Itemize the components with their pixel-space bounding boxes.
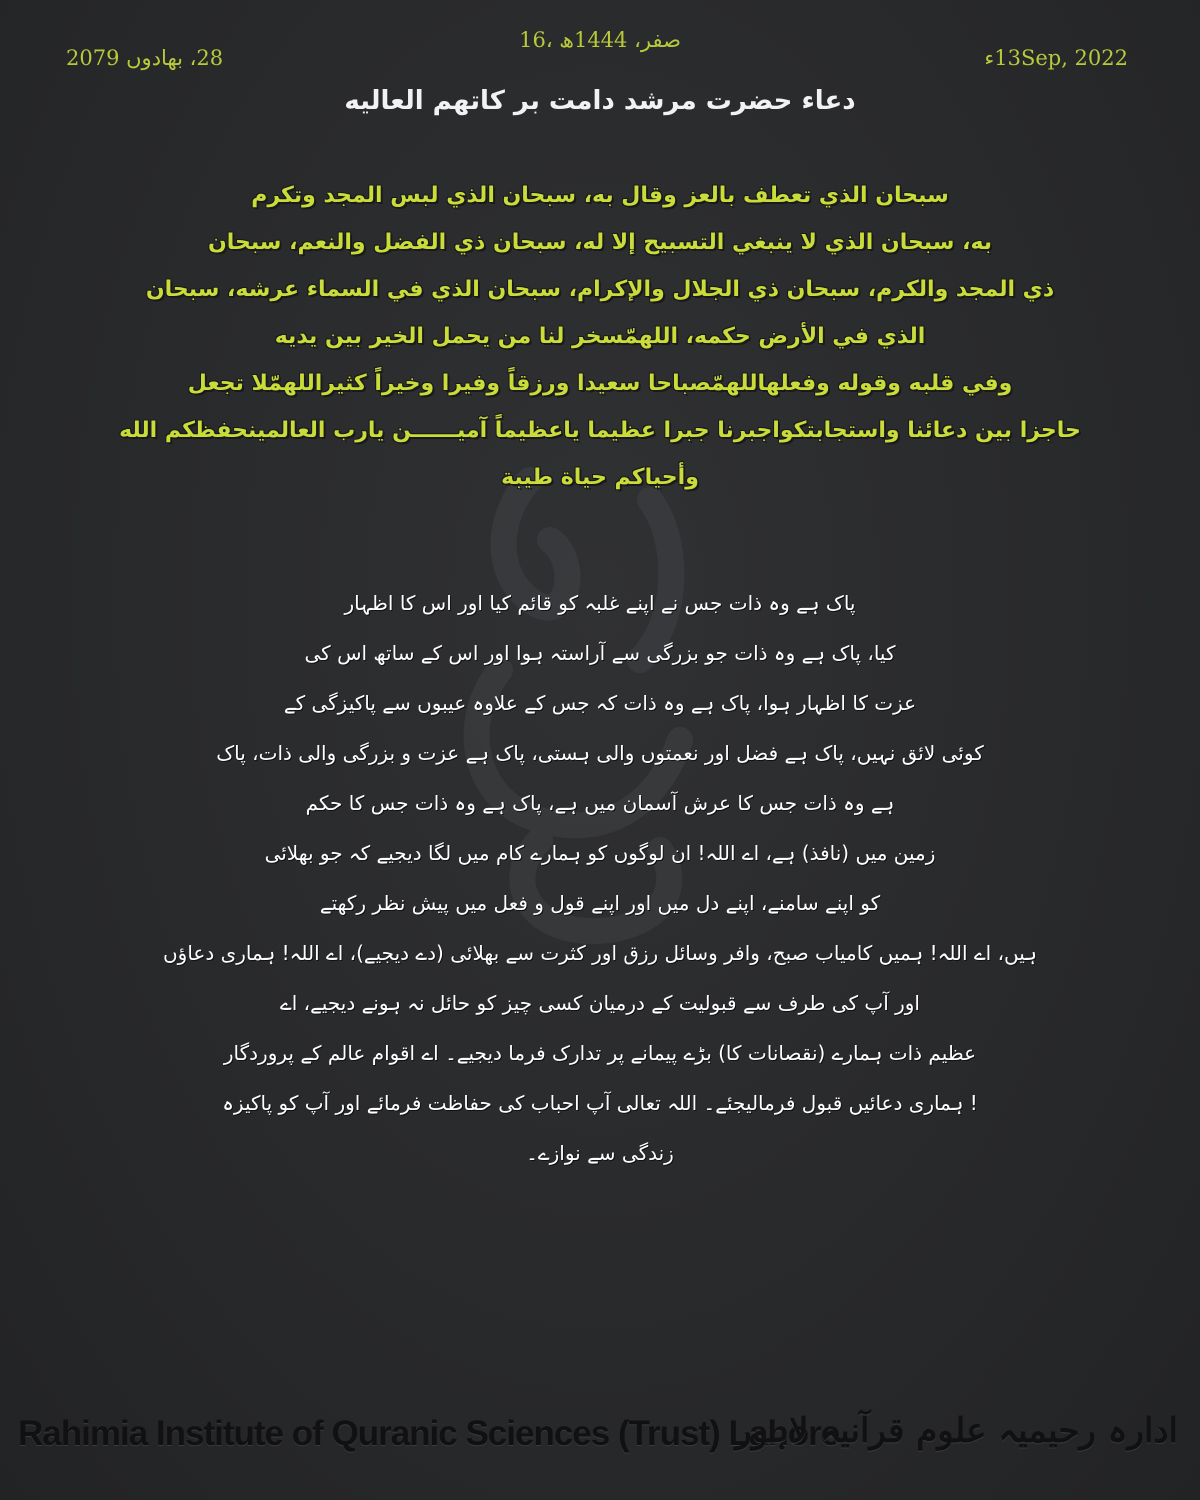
urdu-translation-line: عظیم ذات ہمارے (نقصانات کا) بڑے پیمانے پر تدارک فرما دیجیے۔ اے اقوام عالم کے پروردگار bbox=[223, 1041, 977, 1065]
arabic-dua-line: حاجزا بين دعائنا واستجابتكواجبرنا جبرا عظيما ياعظيماً آميــــــن يارب العالمينحفظكم الله bbox=[119, 418, 1081, 443]
arabic-dua-line: به، سبحان الذي لا ينبغي التسبيح إلا له، سبحان ذي الفضل والنعم، سبحان bbox=[207, 230, 993, 255]
institute-name-urdu-logo: ادارہ رحیمیہ علوم قرآنیہ لاہور bbox=[735, 1411, 1178, 1451]
arabic-dua-line: وأحياكم حياة طيبة bbox=[501, 465, 699, 490]
urdu-translation-line: زمین میں (نافذ) ہے، اے اللہ! ان لوگوں کو ہمارے کام میں لگا دیجیے کہ جو بھلائی bbox=[264, 841, 936, 865]
arabic-dua-text bbox=[90, 172, 1110, 501]
urdu-translation-line: ہے وہ ذات جس کا عرش آسمان میں ہے، پاک ہے وہ ذات جس کا حکم bbox=[305, 791, 895, 815]
institute-name-english: Rahimia Institute of Quranic Sciences (Trust) Lahore bbox=[18, 1414, 840, 1453]
urdu-translation-text bbox=[60, 578, 1140, 1178]
urdu-translation-line: عزت کا اظہار ہوا، پاک ہے وہ ذات کہ جس کے علاوہ عیبوں سے پاکیزگی کے bbox=[283, 691, 917, 715]
arabic-dua-line: الذي في الأرض حكمه، اللهمّسخر لنا من يحمل الخير بين يديه bbox=[274, 324, 926, 349]
date-hijri: 16، صفر، 1444ھ bbox=[519, 28, 681, 52]
urdu-translation-line: ہیں، اے اللہ! ہمیں کامیاب صبح، وافر وسائل رزق اور کثرت سے بھلائی (دے دیجیے)، اے اللہ! ہماری دعاؤں bbox=[162, 941, 1038, 965]
date-gregorian: 13Sep, 2022ء bbox=[984, 46, 1128, 70]
arabic-dua-line: سبحان الذي تعطف بالعز وقال به، سبحان الذي لبس المجد وتكرم bbox=[251, 183, 949, 208]
urdu-translation-line: کو اپنے سامنے، اپنے دل میں اور اپنے قول و فعل میں پیش نظر رکھتے bbox=[319, 891, 881, 915]
date-bikrami: 28، بھادوں 2079 bbox=[66, 46, 224, 70]
urdu-translation-line: کیا، پاک ہے وہ ذات جو بزرگی سے آراستہ ہوا اور اس کے ساتھ اس کی bbox=[304, 641, 896, 665]
page-title: دعاء حضرت مرشد دامت بر کاتهم العاليه bbox=[344, 86, 856, 116]
urdu-translation-line: اور آپ کی طرف سے قبولیت کے درمیان کسی چیز کو حائل نہ ہونے دیجیے، اے bbox=[280, 991, 920, 1015]
urdu-translation-line: کوئی لائق نہیں، پاک ہے فضل اور نعمتوں والی ہستی، پاک ہے عزت و بزرگی والی ذات، پاک bbox=[216, 741, 984, 765]
urdu-translation-line: زندگی سے نوازے۔ bbox=[526, 1141, 674, 1165]
arabic-dua-line: ذي المجد والكرم، سبحان ذي الجلال والإكرام، سبحان الذي في السماء عرشه، سبحان bbox=[145, 277, 1055, 302]
urdu-translation-line: پاک ہے وہ ذات جس نے اپنے غلبہ کو قائم کیا اور اس کا اظہار bbox=[344, 591, 856, 615]
urdu-translation-line: ! ہماری دعائیں قبول فرمالیجئے۔ اللہ تعالی آپ احباب کی حفاظت فرمائے اور آپ کو پاکیزہ bbox=[222, 1091, 978, 1115]
footer bbox=[0, 1402, 1200, 1482]
arabic-dua-line: وفي قلبه وقوله وفعلهاللهمّصباحا سعيدا ورزقاً وفيرا وخيراً كثيراللهمّلا تجعل bbox=[187, 371, 1013, 396]
